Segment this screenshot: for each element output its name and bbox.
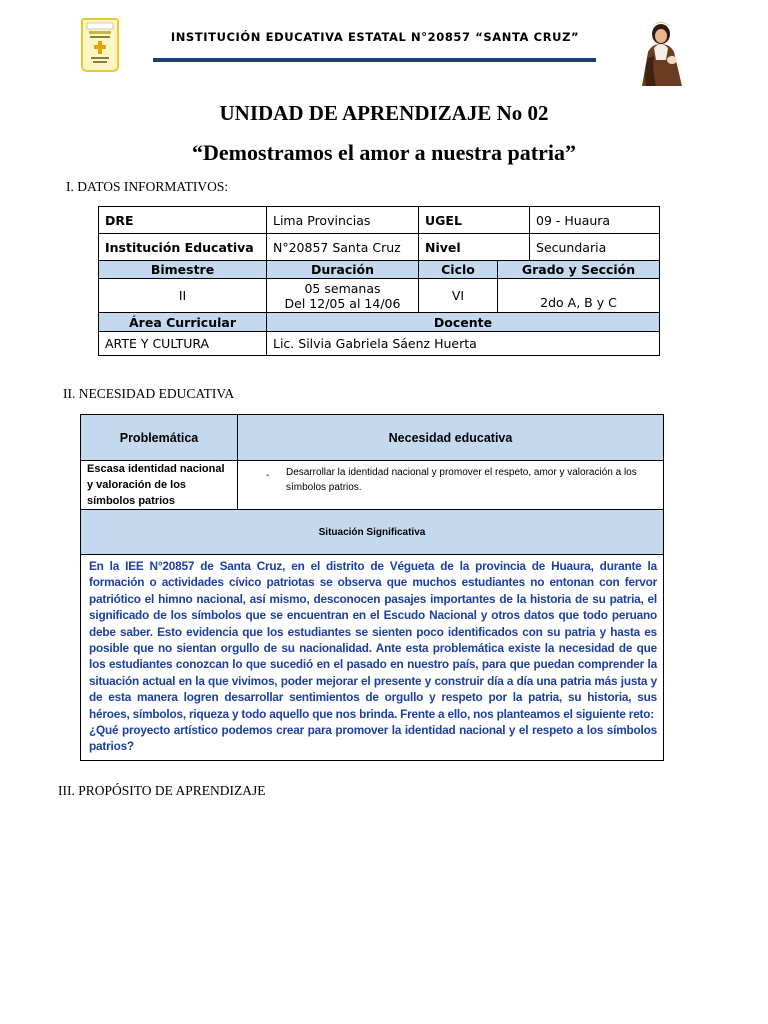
section-necesidad-educativa: II. NECESIDAD EDUCATIVA	[63, 386, 235, 401]
table-row	[99, 207, 660, 234]
ugel-value: 09 - Huaura	[530, 207, 660, 234]
duracion-header: Duración	[267, 261, 419, 279]
nivel-value: Secundaria	[530, 234, 660, 261]
docente-header: Docente	[267, 313, 660, 332]
area-header: Área Curricular	[99, 313, 267, 332]
unit-subtitle: “Demostramos el amor a nuestra patria”	[192, 140, 576, 165]
problematica-text: Escasa identidad nacional y valoración de los símbolos patrios	[81, 461, 238, 510]
ugel-label: UGEL	[419, 207, 530, 234]
situacion-paragraph: En la IEE N°20857 de Santa Cruz, en el distrito de Végueta de la provincia de Huaura, durante la formación o actividades cívico patriotas se observa que muchos estudiantes no entonan con fervor patriótico el himno nacional, así mismo, desconocen pasajes importantes de la historia de su patria, el significado de los símbolos que se encuentran en el Escudo Nacional y otros datos que todo peruano debe saber. Esto evidencia que los estudiantes se sienten poco identificados con su patria y hasta es posible que no sientan orgullo de su nacionalidad. Ante esta problemática existe la necesidad de que los estudiantes conozcan lo que sucedió en el pasado en nuestro país, para que puedan comprender la situación actual en la que vivimos, poder mejorar el presente y construir día a día una patria más justa y de esta manera logren desarrollar sentimientos de orgullo y respeto por la patria, su historia, sus héroes, símbolos, riqueza y todo aquello que nos brinda. Frente a ello, nos planteamos el siguiente reto:	[89, 559, 657, 721]
reto-question: ¿Qué proyecto artístico podemos crear para promover la identidad nacional y el respeto a los símbolos patrios?	[89, 723, 657, 754]
dre-label: DRE	[99, 207, 267, 234]
section-proposito-aprendizaje: III. PROPÓSITO DE APRENDIZAJE	[58, 783, 266, 798]
necesidad-cell	[238, 461, 664, 510]
datos-informativos-table	[98, 206, 660, 356]
duracion-value	[267, 279, 419, 313]
docente-value: Lic. Silvia Gabriela Sáenz Huerta	[267, 332, 660, 356]
saint-figure-icon	[636, 14, 686, 86]
table-row	[99, 261, 660, 279]
duracion-line-1: 05 semanas	[304, 280, 381, 296]
institution-header: INSTITUCIÓN EDUCATIVA ESTATAL N°20857 “SANTA CRUZ”	[170, 30, 580, 44]
problematica-header: Problemática	[81, 415, 238, 461]
unit-title: UNIDAD DE APRENDIZAJE No 02	[219, 101, 549, 125]
table-row	[99, 279, 660, 313]
crest-emblem-icon	[83, 20, 117, 70]
bullet-dash: -	[266, 470, 270, 481]
table-row	[81, 415, 664, 461]
grado-value: 2do A, B y C	[498, 279, 660, 313]
institucion-value: N°20857 Santa Cruz	[267, 234, 419, 261]
table-row	[99, 234, 660, 261]
ciclo-header: Ciclo	[419, 261, 498, 279]
ciclo-value: VI	[419, 279, 498, 313]
table-row	[81, 510, 664, 555]
dre-value: Lima Provincias	[267, 207, 419, 234]
bimestre-header: Bimestre	[99, 261, 267, 279]
table-row	[81, 461, 664, 510]
situacion-significativa-text	[81, 555, 664, 761]
header-rule	[153, 58, 596, 62]
santa-rosa-image	[636, 14, 686, 86]
table-row	[81, 555, 664, 761]
nivel-label: Nivel	[419, 234, 530, 261]
duracion-line-2: Del 12/05 al 14/06	[284, 295, 401, 311]
area-value: ARTE Y CULTURA	[99, 332, 267, 356]
necesidad-header: Necesidad educativa	[238, 415, 664, 461]
section-datos-informativos: I. DATOS INFORMATIVOS:	[66, 179, 229, 194]
necesidad-text: Desarrollar la identidad nacional y promover el respeto, amor y valoración a los símbolos patrios.	[286, 467, 637, 493]
institucion-label: Institución Educativa	[99, 234, 267, 261]
school-crest-icon	[81, 18, 119, 72]
table-row	[99, 332, 660, 356]
bimestre-value: II	[99, 279, 267, 313]
table-row	[99, 313, 660, 332]
situacion-significativa-label: Situación Significativa	[81, 510, 664, 555]
necesidad-educativa-table	[80, 414, 664, 761]
grado-header: Grado y Sección	[498, 261, 660, 279]
